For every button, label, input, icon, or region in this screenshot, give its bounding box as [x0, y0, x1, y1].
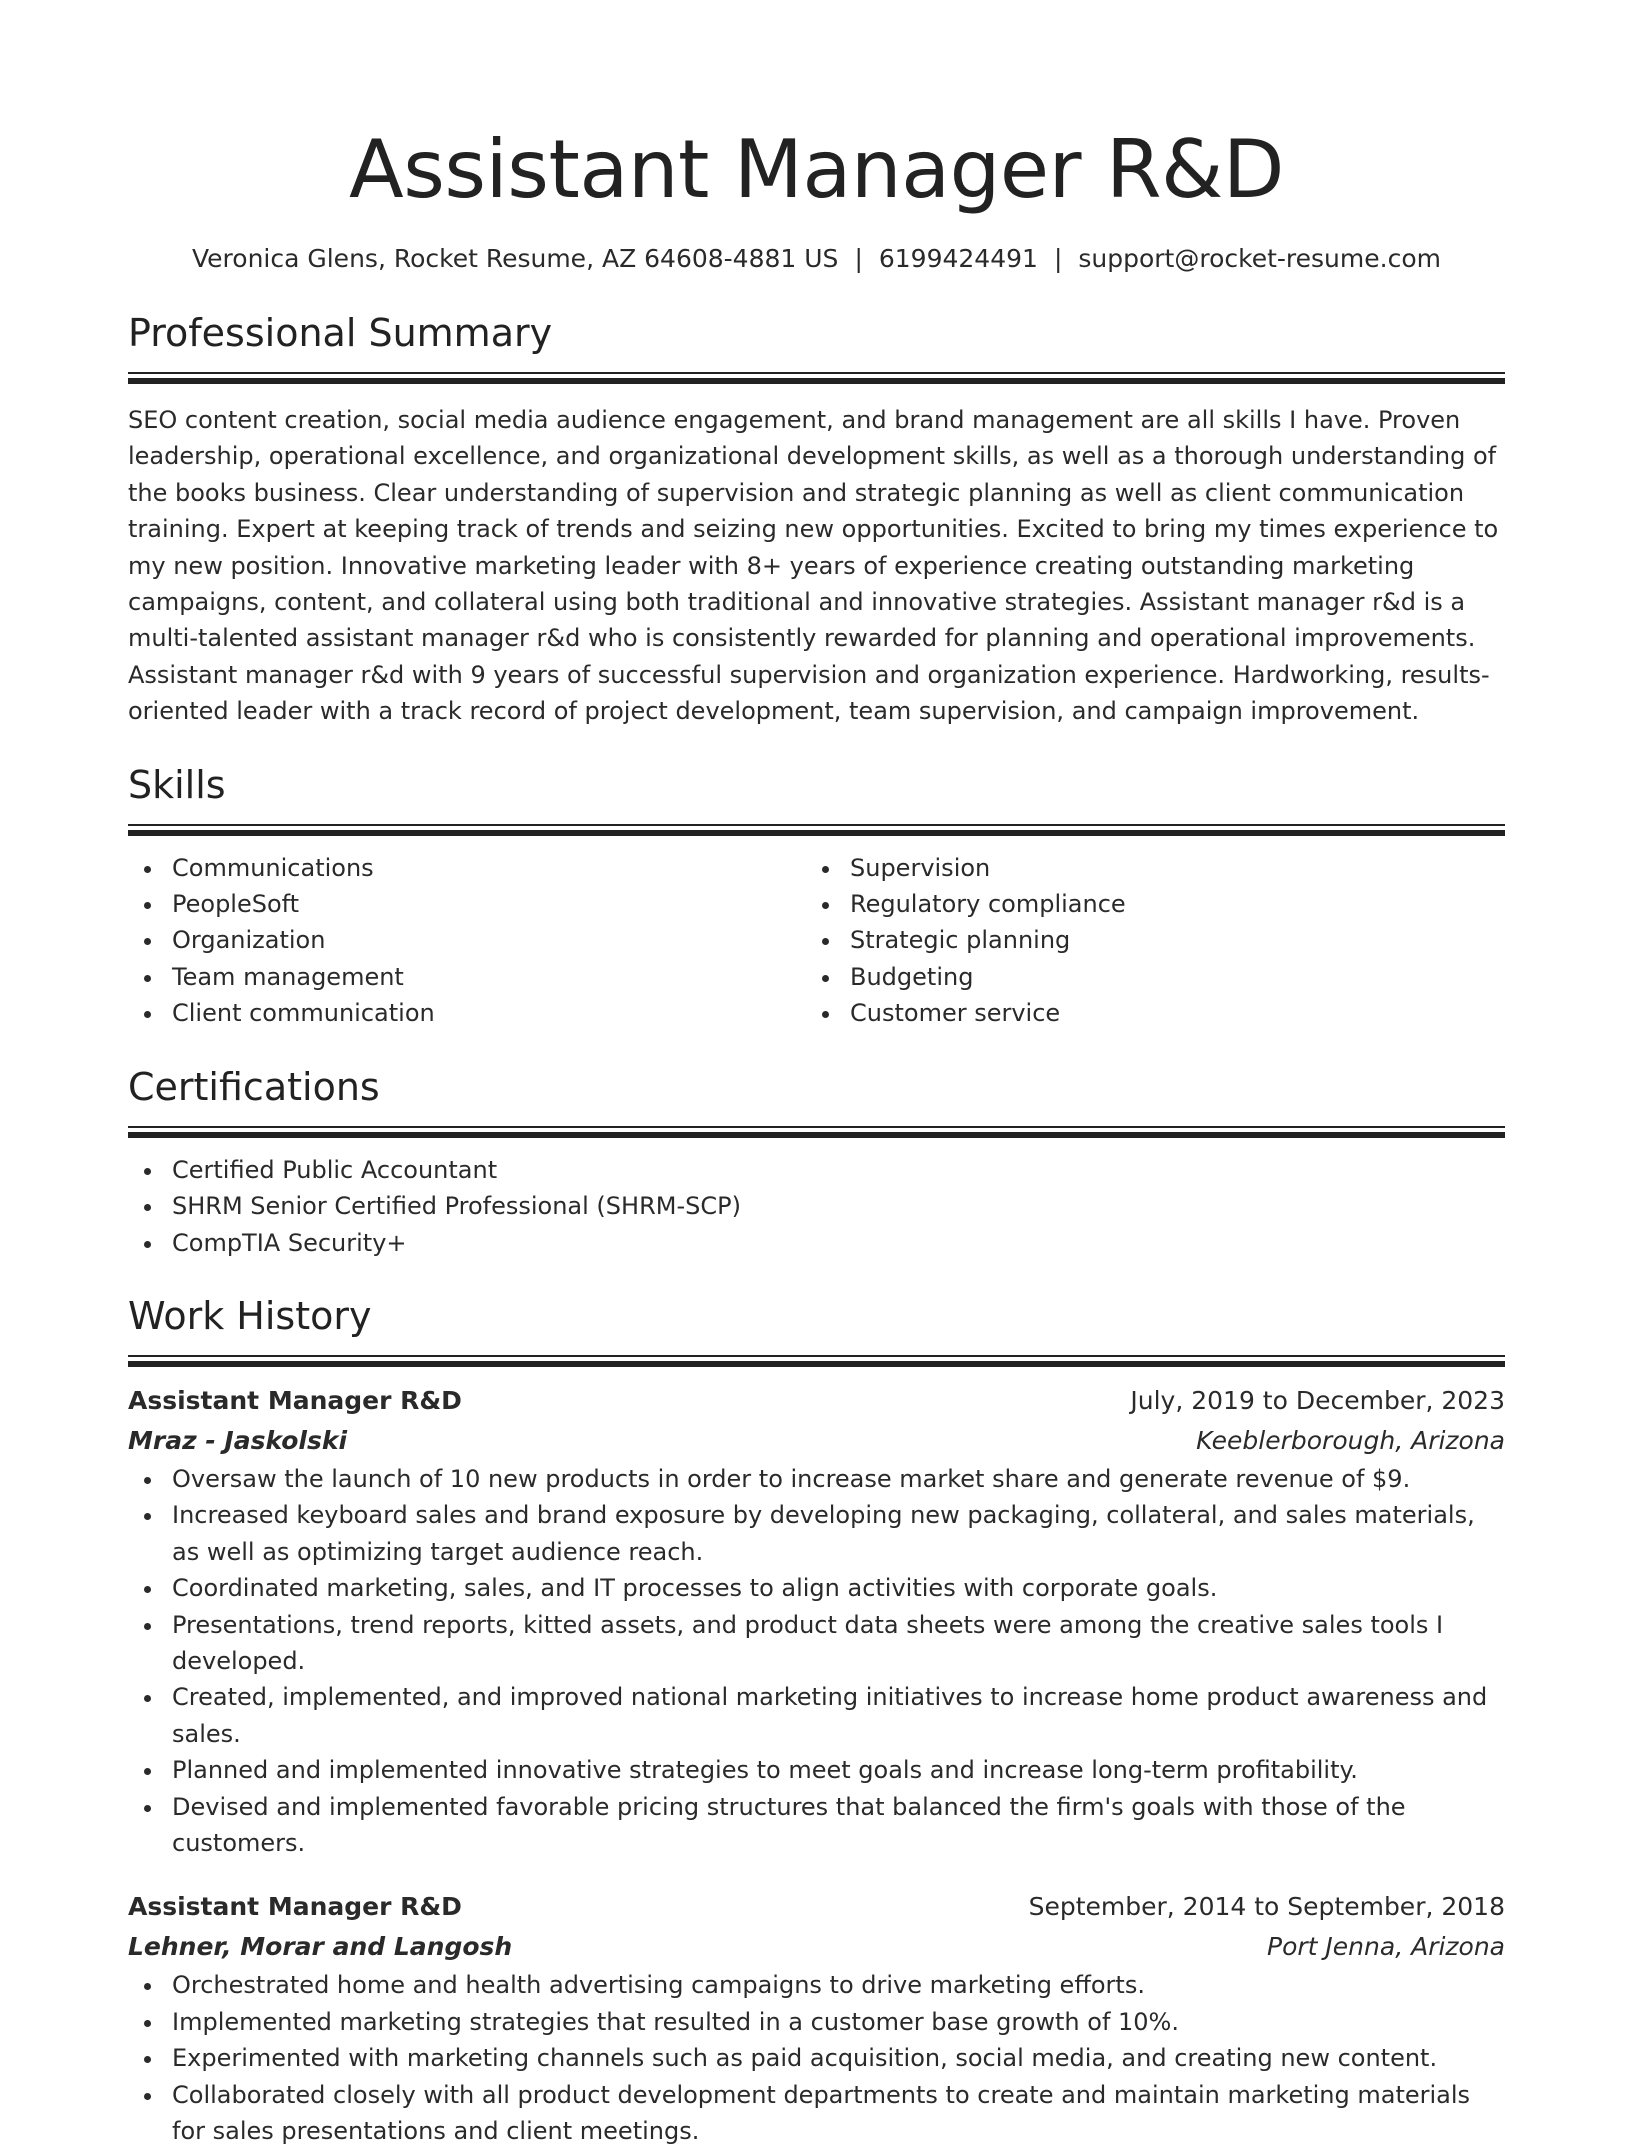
skills-grid [128, 850, 1505, 1032]
job-dates: July, 2019 to December, 2023 [1130, 1385, 1505, 1415]
skills-column-right [806, 850, 1484, 1032]
job-bullet: Devised and implemented favorable pricing structures that balanced the firm's goals with those of the customers. [128, 1789, 1505, 1862]
contact-separator: | [1053, 244, 1063, 273]
job-dates: September, 2014 to September, 2018 [1028, 1892, 1505, 1922]
skill-item: Supervision [806, 850, 1484, 886]
job-subheader [128, 1421, 1505, 1461]
certifications-heading: Certifications [128, 1064, 380, 1109]
job-bullet: Coordinated marketing, sales, and IT processes to align activities with corporate goals. [128, 1570, 1505, 1606]
skills-column-left [128, 850, 806, 1032]
contact-phone: 6199424491 [878, 244, 1038, 273]
skills-list-right [806, 850, 1484, 1032]
job-company: Mraz - Jaskolski [128, 1425, 348, 1455]
skills-heading: Skills [128, 762, 226, 807]
contact-separator: | [854, 244, 863, 273]
resume-page [128, 0, 1505, 2149]
certifications-section [128, 1062, 1505, 1261]
job-location: Port Jenna, Arizona [1267, 1932, 1505, 1962]
job-location: Keeblerborough, Arizona [1196, 1425, 1505, 1455]
skill-item: PeopleSoft [128, 886, 806, 922]
job-bullet: Collaborated closely with all product development departments to create and maintain marketing materials for sales presentations and client meetings. [128, 2077, 1505, 2149]
job-subheader [128, 1927, 1505, 1967]
job-entry [128, 1887, 1505, 2149]
resume-title: Assistant Manager R&D [348, 123, 1285, 216]
job-header [128, 1381, 1505, 1421]
job-bullet: Planned and implemented innovative strategies to meet goals and increase long-term profitability. [128, 1752, 1505, 1788]
section-divider [128, 372, 1505, 384]
job-bullet: Oversaw the launch of 10 new products in order to increase market share and generate revenue of $9. [128, 1461, 1505, 1497]
contact-line [128, 242, 1505, 276]
job-bullet: Increased keyboard sales and brand exposure by developing new packaging, collateral, and sales materials, as well as optimizing target audience reach. [128, 1497, 1505, 1570]
certification-item: SHRM Senior Certified Professional (SHRM-SCP) [128, 1188, 1505, 1224]
certification-item: Certified Public Accountant [128, 1152, 1505, 1188]
contact-email: support@rocket-resume.com [1078, 244, 1441, 273]
section-divider [128, 1355, 1505, 1367]
skills-section [128, 760, 1505, 1032]
contact-address: Veronica Glens, Rocket Resume, AZ 64608-4881 US [192, 244, 839, 273]
job-company: Lehner, Morar and Langosh [128, 1932, 513, 1962]
job-entry [128, 1381, 1505, 1861]
skills-list-left [128, 850, 806, 1032]
job-bullet: Created, implemented, and improved national marketing initiatives to increase home product awareness and sales. [128, 1679, 1505, 1752]
work-history-heading: Work History [128, 1293, 372, 1338]
job-bullet-list [128, 1967, 1505, 2149]
section-divider [128, 1126, 1505, 1138]
job-bullet: Experimented with marketing channels such as paid acquisition, social media, and creating new content. [128, 2040, 1505, 2076]
skill-item: Communications [128, 850, 806, 886]
summary-section [128, 308, 1505, 730]
summary-text: SEO content creation, social media audience engagement, and brand management are all skills I have. Proven leadership, operational excellence, and organizational development skills, as well as a thorough understanding of the books business. Clear understanding of supervision and strategic planning as well as client communication training. Expert at keeping track of trends and seizing new opportunities. Excited to bring my times experience to my new position. Innovative marketing leader with 8+ years of experience creating outstanding marketing campaigns, content, and collateral using both traditional and innovative strategies. Assistant manager r&d is a multi-talented assistant manager r&d who is consistently rewarded for planning and operational improvements. Assistant manager r&d with 9 years of successful supervision and organization experience. Hardworking, results-oriented leader with a track record of project development, team supervision, and campaign improvement. [128, 406, 1499, 726]
skill-item: Strategic planning [806, 922, 1484, 958]
skill-item: Regulatory compliance [806, 886, 1484, 922]
job-bullet: Presentations, trend reports, kitted assets, and product data sheets were among the creative sales tools I developed. [128, 1607, 1505, 1680]
certifications-list [128, 1152, 1505, 1261]
section-divider [128, 824, 1505, 836]
job-bullet-list [128, 1461, 1505, 1861]
skill-item: Client communication [128, 995, 806, 1031]
skill-item: Customer service [806, 995, 1484, 1031]
job-bullet: Orchestrated home and health advertising campaigns to drive marketing efforts. [128, 1967, 1505, 2003]
job-title: Assistant Manager R&D [128, 1385, 462, 1415]
work-history-section [128, 1291, 1505, 2149]
skill-item: Team management [128, 959, 806, 995]
skill-item: Budgeting [806, 959, 1484, 995]
job-title: Assistant Manager R&D [128, 1892, 462, 1922]
job-bullet: Implemented marketing strategies that resulted in a customer base growth of 10%. [128, 2004, 1505, 2040]
job-header [128, 1887, 1505, 1927]
summary-heading: Professional Summary [128, 311, 553, 355]
certification-item: CompTIA Security+ [128, 1225, 1505, 1261]
skill-item: Organization [128, 922, 806, 958]
